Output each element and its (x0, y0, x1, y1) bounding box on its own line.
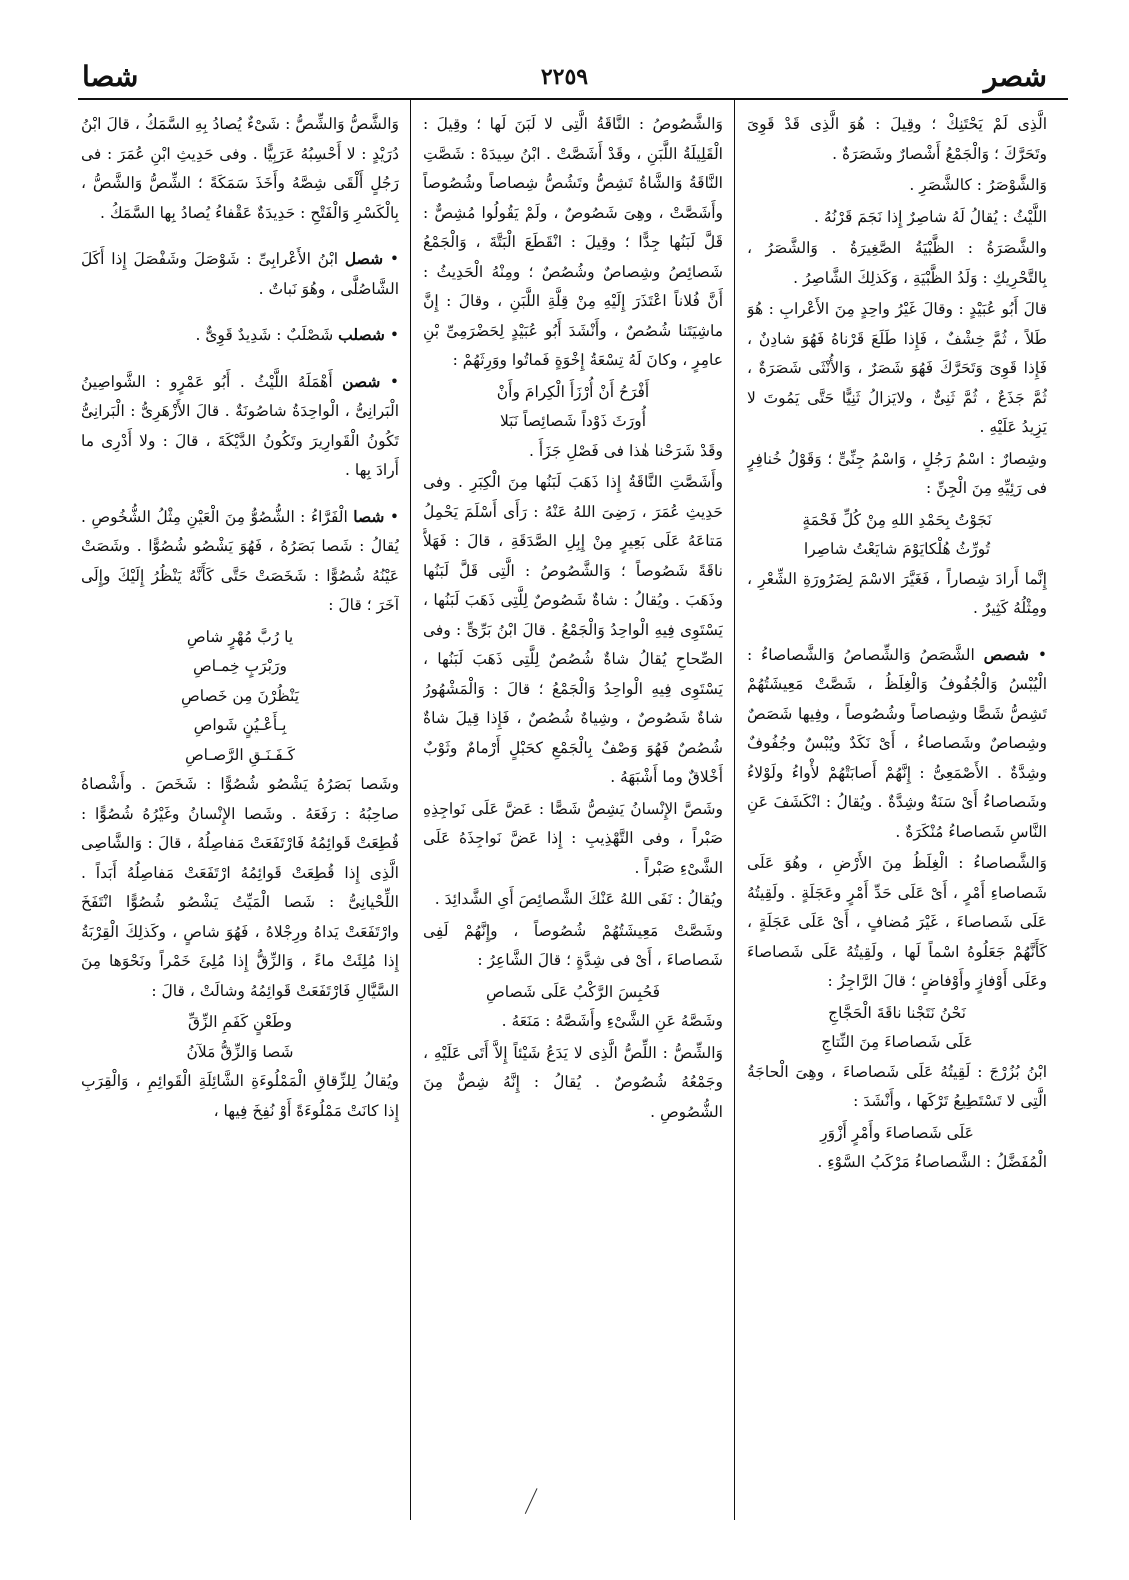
running-head-left: شصا (82, 60, 139, 93)
entry-headword: شصص (983, 644, 1030, 664)
verse-line: شَصا وَالزِّقُّ مَلآنُ (186, 1042, 294, 1061)
paragraph: وشَصَّهُ عَنِ الشَّىْءِ وأَشَصَّهُ : مَنَعَهُ . (501, 1012, 723, 1030)
paragraph: وَالشَّصُوصُ : النَّاقَةُ الَّتِى لا لَبَنَ لَها ؛ وقِيلَ : الْقَلِيلَةُ اللَّبَنِ ، وقَدْ أَشَصَّتْ . ابْنُ سِيدَهْ : شَصَّتِ النَّاقَةُ وَالشَّاةُ تَشِصُّ وتَشُصُّ شِصاصاً وشُصُوصاً وأَشَصَّتْ ، وهِىَ شَصُوصٌ ، ولَمْ يَقُولُوا مُشِصٌّ : قَلَّ لَبَنُها جِدًّا ؛ وقِيلَ : انْقَطَعَ الْبَتَّةَ ، وَالْجَمْعُ شَصائِصُ وشِصاصٌ وشُصُصٌ ؛ ومِنْهُ الْحَدِيثُ : أَنَّ فُلاناً اعْتَذَرَ إِلَيْهِ مِنْ قِلَّةِ اللَّبَنِ ، وقالَ : إِنَّ ماشِيَتَنا شُصُصٌ ، وأَنْشَدَ أَبُو عُبَيْدٍ لِحَضْرَمِىِّ بْنِ عامِرٍ ، وكانَ لَهُ تِسْعَةُ إِخْوَةٍ فَماتُوا ووَرِثَهُمْ : (423, 115, 723, 369)
paragraph: ويُقالُ : نَفَى اللهُ عَنْكَ الشَّصائِصَ أَىِ الشَّدائِدَ . (434, 890, 723, 908)
paragraph: ابْنُ بُزُرْجَ : لَقِيتُهُ عَلَى شَصاصاءَ ، وهِىَ الْحاجَةُ الَّتِى لا تَسْتَطِيعُ تَرْكَها ، وأَنْشَدَ : (747, 1062, 1047, 1110)
header-rule (78, 98, 1068, 100)
entry-text: أَهْمَلَهُ اللَّيْثُ . أَبُو عَمْرٍو : الشَّواصِينُ الْبَرانِىُّ ، الْواحِدَةُ شاصُونَةٌ . قالَ الأَزْهَرِىُّ : الْبَرانِىُّ تَكُونُ الْقَوارِيرَ وتَكُونُ الدَّيْكَةَ ، قالَ : ولا أَدْرِى ما أَرادَ بِها . (81, 372, 399, 479)
paragraph: وشَصَّتْ مَعِيشَتُهُمْ شُصُوصاً ، وإِنَّهُمْ لَفِى شَصاصاءَ ، أَىْ فى شِدَّةٍ ؛ قالَ الشَّاعِرُ : (423, 921, 723, 969)
paragraph: الَّذِى لَمْ يَحْتَنِكْ ؛ وقِيلَ : هُوَ الَّذِى قَدْ قَوِىَ وتَحَرَّكَ ؛ وَالْجَمْعُ أَشْصارٌ وشَصَرَةٌ . (747, 115, 1047, 163)
verse-line: نَحْنُ نَتَجْنا ناقَةَ الْحَجَّاجِ (828, 1003, 966, 1022)
paragraph: وشَصا بَصَرُهُ يَشْصُو شُصُوًّا : شَخَصَ . وأَشْصاهُ صاحِبُهُ : رَفَعَهُ . وشَصا الإِنْسانُ وغَيْرُهُ شُصُوًّا : قُطِعَتْ قَوائِمُهُ فَارْتَفَعَتْ مَفاصِلُهُ ، قالَ : وَالشَّاصِى الَّذِى إِذا قُطِعَتْ قَوائِمُهُ ارْتَفَعَتْ مَفاصِلُهُ أَبَداً . اللِّحْيانِىُّ : شَصا الْمَيِّتُ يَشْصُو شُصُوًّا انْتَفَخَ وارْتَفَعَتْ يَداهُ ورِجْلاهُ ، فَهُوَ شاصٍ ، وكَذلِكَ الْقِرْبَةُ إِذا مُلِئَتْ ماءً ، وَالزِّقُّ إِذا مُلِئَ خَمْراً ونَحْوَها مِنَ السَّيَّالِ فَارْتَفَعَتْ قَوائِمُهُ وشالَتْ ، قالَ : (81, 775, 399, 1000)
dictionary-entry: • شصص الشَّصَصُ وَالشِّصاصُ وَالشَّصاصاءُ : الْيُبْسُ وَالْجُفُوفُ وَالْغِلَظُ ، شَصَّتْ مَعِيشَتُهُمْ تَشِصُّ شَصًّا وشِصاصاً وشُصُوصاً ، وفِيها شَصَصٌ وشِصاصٌ وشَصاصاءُ ، أَىْ نَكَدٌ ويُبْسٌ وجُفُوفٌ وشِدَّةٌ . الأَصْمَعِىُّ : إِنَّهُمْ أَصابَتْهُمْ لأْواءُ ولَوْلاءُ وشَصاصاءُ أَىْ سَنَةٌ وشِدَّةٌ . ويُقالُ : انْكَشَفَ عَنِ النَّاسِ شَصاصاءُ مُنْكَرَةٌ . (747, 644, 1047, 841)
verse-line: ورَبْرَبٍ خِمـاصِ (193, 657, 287, 675)
verse-line: عَلَى شَصاصاءَ مِنَ النِّتاجِ (821, 1033, 973, 1051)
dictionary-entry: • شصن أَهْمَلَهُ اللَّيْثُ . أَبُو عَمْرٍو : الشَّواصِينُ الْبَرانِىُّ ، الْواحِدَةُ شاصُونَةٌ . قالَ الأَزْهَرِىُّ : الْبَرانِىُّ تَكُونُ الْقَوارِيرَ وتَكُونُ الدَّيْكَةَ ، قالَ : ولا أَدْرِى ما أَرادَ بِها . (81, 371, 399, 479)
verse-line: يا رُبَّ مُهْرٍ شاصِ (186, 627, 294, 646)
verse-line: نَجَوْتُ بِحَمْدِ اللهِ مِنْ كُلِّ فَحْمَةٍ (802, 510, 992, 529)
verse-line: تُورِّثُ هُلْكايَوْمَ شايَعْتُ شاصِرا (803, 540, 991, 558)
running-head-right: شصر (983, 60, 1047, 93)
entry-headword: شصل (344, 249, 384, 268)
entry-headword: شصن (342, 371, 381, 391)
paragraph: وَالشَّصُّ وَالشِّصُّ : شَىْءٌ يُصادُ بِهِ السَّمَكُ ، قالَ ابْنُ دُرَيْدٍ : لا أَحْسِبُهُ عَرَبِيًّا . وفى حَدِيثِ ابْنِ عُمَرَ : فى رَجُلٍ أَلْقَى شِصَّهُ وأَخَذَ سَمَكَةً ؛ الشِّصُّ وَالشَّصُّ ، بِالْكَسْرِ وَالْفَتْحِ : حَدِيدَةٌ عَقْفاءُ يُصادُ بِها السَّمَكُ . (81, 115, 399, 222)
text-column-right (747, 110, 1047, 1530)
verse-line: يَنْظُرْنَ مِن خَصاصِ (180, 686, 300, 705)
paragraph: وشِصارٌ : اسْمُ رَجُلٍ ، وَاسْمُ جِنِّىٍّ ؛ وَقَوْلُ خُنافِرٍ فى رَئِيِّهِ مِنَ الْجِنِّ : (747, 449, 1047, 497)
paragraph: والشَّصَرَةُ : الظَّبْيَةُ الصَّغِيرَةُ . وَالشَّصَرُ ، بِالتَّحْرِيكِ : وَلَدُ الظَّبْيَةِ ، وَكَذلِكَ الشَّاصِرُ . (747, 239, 1047, 287)
entry-headword: شصا (353, 506, 385, 526)
paragraph: قالَ أَبُو عُبَيْدٍ : وقالَ غَيْرُ واحِدٍ مِنَ الأَعْرابِ : هُوَ طَلاً ، ثُمَّ خِشْفٌ ، فَإِذا طَلَعَ قَرْناهُ فَهُوَ شادِنٌ ، فَإِذا قَوِىَ وَتَحَرَّكَ فَهُوَ شَصَرٌ ، وَالأُنْثَى شَصَرَةٌ ، ثُمَّ جَذَعٌ ، ثُمَّ ثَنِىٌّ ، ولايَزالُ ثَنِيًّا حَتَّى يَمُوتَ لا يَزِيدُ عَلَيْهِ . (747, 300, 1047, 436)
verse-line: فَحُبِسَ الرَّكْبُ عَلَى شَصاصِ (485, 982, 660, 1001)
dictionary-entry: • شصلب شَصْلَبٌ : شَدِيدٌ قَوِىٌّ . (195, 325, 399, 344)
paragraph: وَالشِّصُّ : اللِّصُّ الَّذِى لا يَدَعُ شَيْئاً إِلاَّ أَتَى عَلَيْهِ ، وجَمْعُهُ شُصُوصٌ . يُقالُ : إِنَّهُ شِصٌّ مِنَ الشُّصُوصِ . (423, 1043, 723, 1121)
text-column-middle (423, 110, 723, 1530)
entry-headword: شصلب (338, 325, 385, 344)
paragraph: وأَشَصَّتِ النَّاقَةُ إِذا ذَهَبَ لَبَنُها مِنَ الْكِبَرِ . وفى حَدِيثِ عُمَرَ ، رَضِىَ اللهُ عَنْهُ : رَأَى أَسْلَمَ يَحْمِلُ مَتاعَهُ عَلَى بَعِيرٍ مِنْ إِبِلِ الصَّدَقَةِ ، قالَ : فَهَلاَّ ناقَةً شَصُوصاً ؛ وَالشَّصُوصُ : الَّتِى قَلَّ لَبَنُها وذَهَبَ . ويُقالُ : شاةٌ شَصُوصٌ لِلَّتِى ذَهَبَ لَبَنُها ، يَسْتَوِى فِيهِ الْواحِدُ وَالْجَمْعُ . قالَ ابْنُ بَرِّىٍّ : وفى الصِّحاحِ يُقالُ شاةٌ شُصُصٌ لِلَّتِى ذَهَبَ لَبَنُها ، يَسْتَوِى فِيهِ الْواحِدُ وَالْجَمْعُ ؛ قالَ : وَالْمَشْهُورُ شاةٌ شَصُوصٌ ، وشِياهٌ شُصُصٌ ، فَإِذا قِيلَ شاةٌ شُصُصٌ فَهُوَ وَصْفٌ بِالْجَمْعِ كحَبْلٍ أَرْمامٌ وثَوْبٌ أَخْلاقٌ وما أَشْبَهَهُ . (423, 473, 723, 786)
paragraph: إِنَّما أَرادَ شِصاراً ، فَغَيَّرَ الاسْمَ لِضَرُورَةِ الشِّعْرِ ، ومِثْلُهُ كَثِيرٌ . (747, 569, 1047, 617)
dictionary-entry: • شصل ابْنُ الأَعْرابِىِّ : شَوْصَلَ وشَفْصَلَ إِذا أَكَلَ الشَّاصُلَّى ، وهُوَ نَباتٌ . (81, 249, 399, 298)
page-number: ٢٢٥٩ (540, 64, 589, 90)
paragraph: الْمُفَضَّلُ : الشَّصاصاءُ مَرْكَبُ السَّوْءِ . (817, 1153, 1047, 1171)
paragraph: ويُقالُ لِلزِّقاقِ الْمَمْلُوءَةِ الشَّائِلَةِ الْقَوائِمِ ، وَالْقِرَبِ إِذا كانَتْ مَمْلُوءَةً أَوْ نُفِخَ فِيها ، (81, 1072, 399, 1120)
verse-line: وطَعْنٍ كَفَمِ الزِّقِّ (187, 1013, 293, 1031)
paragraph: وقَدْ شَرَحْنا هٰذا فى فَصْلِ جَزَأَ . (528, 441, 723, 460)
entry-text: الْفَرَّاءُ : الشُّصُوُّ مِنَ الْعَيْنِ مِثْلُ الشُّخُوصِ . يُقالُ : شَصا بَصَرُهُ ، فَهُوَ يَشْصُو شُصُوًّا . وشَصَتْ عَيْنُهُ شُصُوًّا : شَخَصَتْ حَتَّى كَأَنَّهُ يَنْظُرُ إِلَيْكَ وإِلَى آخَرَ ؛ قالَ : (81, 507, 399, 614)
entry-text: الشَّصَصُ وَالشِّصاصُ وَالشَّصاصاءُ : الْيُبْسُ وَالْجُفُوفُ وَالْغِلَظُ ، شَصَّتْ مَعِيشَتُهُمْ تَشِصُّ شَصًّا وشِصاصاً وشُصُوصاً ، وفِيها شَصَصٌ وشِصاصٌ وشَصاصاءُ ، أَىْ نَكَدٌ ويُبْسٌ وجُفُوفٌ وشِدَّةٌ . الأَصْمَعِىُّ : إِنَّهُمْ أَصابَتْهُمْ لأْواءُ ولَوْلاءُ وشَصاصاءُ أَىْ سَنَةٌ وشِدَّةٌ . ويُقالُ : انْكَشَفَ عَنِ النَّاسِ شَصاصاءُ مُنْكَرَةٌ . (747, 645, 1047, 841)
paragraph: وشَصَّ الإِنْسانُ يَشِصُّ شَصًّا : عَضَّ عَلَى نَواجِذِهِ صَبْراً ، وفى التَّهْذِيبِ : إِذا عَضَّ نَواجِذَهُ عَلَى الشَّىْءِ صَبْراً . (423, 799, 723, 877)
verse-line: كَـفَـنَـقِ الرَّصـاصِ (184, 745, 296, 764)
verse-line: أُورَثَ ذَوْداً شَصائِصاً نَبَلا (499, 412, 647, 430)
verse-line: عَلَى شَصاصاءَ وأَمْرٍ أَزْوَرِ (820, 1123, 974, 1142)
column-divider (734, 98, 735, 1520)
paragraph: وَالشَّصاصاءُ : الْغِلَظُ مِنَ الأَرْضِ ، وهُوَ عَلَى شَصاصاءِ أَمْرٍ ، أَىْ عَلَى حَدِّ أَمْرٍ وعَجَلَةٍ . ولَقِيتُهُ عَلَى شَصاصاءَ ، غَيْرَ مُضافٍ ، أَىْ عَلَى عَجَلَةٍ ، كَأَنَّهُمْ جَعَلُوهُ اسْماً لَها ، ولَقِيتُهُ عَلَى شَصاصاءَ وعَلَى أَوْفازٍ وأَوْفاضٍ ؛ قالَ الرَّاجِزُ : (747, 854, 1047, 990)
entry-text: شَصْلَبٌ : شَدِيدٌ قَوِىٌّ . (195, 326, 334, 344)
paragraph: وَالشَّوْصَرُ : كالشَّصَرِ . (909, 176, 1047, 194)
entry-text: ابْنُ الأَعْرابِىِّ : شَوْصَلَ وشَفْصَلَ إِذا أَكَلَ الشَّاصُلَّى ، وهُوَ نَباتٌ . (81, 250, 399, 298)
text-column-left (81, 110, 399, 1530)
column-divider (410, 98, 411, 1520)
dictionary-entry: • شصا الْفَرَّاءُ : الشُّصُوُّ مِنَ الْعَيْنِ مِثْلُ الشُّخُوصِ . يُقالُ : شَصا بَصَرُهُ ، فَهُوَ يَشْصُو شُصُوًّا . وشَصَتْ عَيْنُهُ شُصُوًّا : شَخَصَتْ حَتَّى كَأَنَّهُ يَنْظُرُ إِلَيْكَ وإِلَى آخَرَ ؛ قالَ : (81, 506, 399, 614)
paragraph: اللَّيْثُ : يُقالُ لَهُ شاصِرٌ إِذا نَجَمَ قَرْنُهُ . (814, 207, 1047, 226)
verse-line: بِـأَعْـيُنٍ شَواصِ (193, 716, 287, 734)
verse-line: أَفْرَحُ أَنْ أُرْزَأَ الْكِرامَ وأَنْ (496, 382, 650, 401)
